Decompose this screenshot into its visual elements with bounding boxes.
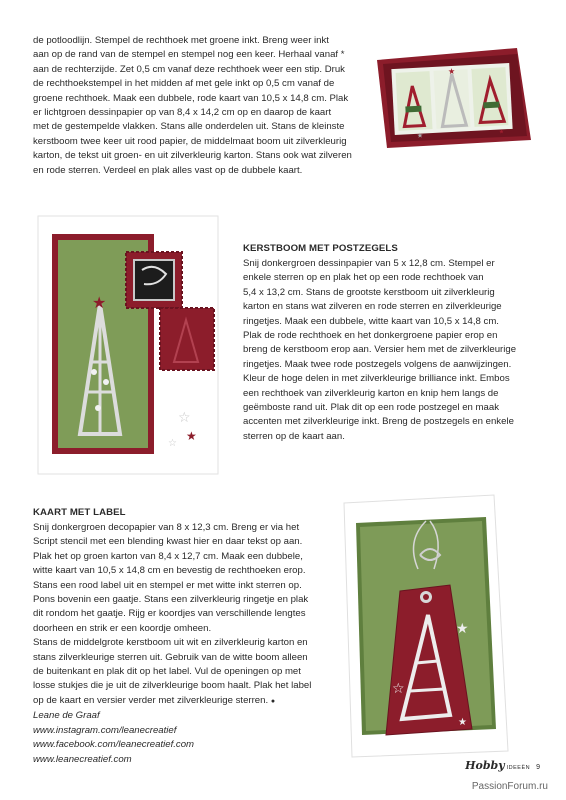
link-website[interactable]: www.leanecreatief.com xyxy=(33,753,132,765)
postzegels-line: ringetjes. Maak een dubbele, witte kaart van 10,5 x 14,8 cm. xyxy=(243,315,499,327)
postzegels-line: enkele sterren op en plak het op een rode rechthoek van xyxy=(243,272,484,284)
intro-line: kerstboom twee keer uit rood papier, de middelmaat boom uit zilverkleurig xyxy=(33,135,347,147)
label-line: Stans een rood label uit en stempel er met witte inkt sterren op. xyxy=(33,579,302,591)
intro-line: en rode sterren. Verdeel en plak alles vast op de dubbele kaart. xyxy=(33,164,303,176)
svg-text:★: ★ xyxy=(498,129,505,136)
card-photo-label xyxy=(338,493,514,763)
page-number: 9 xyxy=(536,764,540,771)
svg-text:★: ★ xyxy=(416,132,424,140)
intro-line: de potloodlijn. Stempel de rechthoek met groene inkt. Breng weer inkt xyxy=(33,35,329,46)
postzegels-line: geëmboste rand uit. Plak dit op een rode postzegel en maak xyxy=(243,402,499,414)
postzegels-line: Snij donkergroen dessinpapier van 5 x 12,8 cm. Stempel er xyxy=(243,258,495,269)
intro-line: de rechthoekstempel in het midden af met gele inkt op 0,5 cm vanaf de xyxy=(33,78,335,90)
label-line: dit rondom het gaatje. Rijg er koordjes van verschillende lengtes xyxy=(33,608,306,620)
postzegels-line: breng de kerstboom erop aan. Versier hem met de zilverkleurige xyxy=(243,344,517,356)
section-heading-label: KAART MET LABEL xyxy=(33,507,126,518)
svg-text:★: ★ xyxy=(447,66,456,77)
postzegels-line: accenten met zilverkleurige inkt. Breng de postzegels en enkele xyxy=(243,416,514,428)
intro-line: aan de rechterzijde. Zet 0,5 cm vanaf deze rechthoek weer een stip. Druk xyxy=(33,63,345,75)
card-photo-three-trees xyxy=(375,44,535,154)
link-instagram[interactable]: www.instagram.com/leanecreatief xyxy=(33,724,177,736)
label-line: Plak het op groen karton van 8,4 x 12,7 cm. Maak een dubbele, xyxy=(33,550,303,562)
svg-text:★: ★ xyxy=(186,429,197,443)
postzegels-line: Kleur de hoge delen in met zilverkleurige brilliance inkt. Embos xyxy=(243,373,510,385)
svg-text:☆: ☆ xyxy=(392,680,405,696)
section-heading-postzegels: KERSTBOOM MET POSTZEGELS xyxy=(243,243,398,254)
label-paragraph xyxy=(33,521,311,767)
intro-line: met de gestempelde vlakken. Stans alle onderdelen uit. Stans de kleinste xyxy=(33,121,345,133)
link-facebook[interactable]: www.facebook.com/leanecreatief.com xyxy=(33,739,195,751)
label-line: Pons bovenin een gaatje. Stans een zilverkleurig ringetje en plak xyxy=(33,594,309,606)
postzegels-line: Plak de rode rechthoek en het donkergroene papier erop en xyxy=(243,330,498,342)
footer-brand xyxy=(465,759,540,772)
svg-text:★: ★ xyxy=(92,295,107,312)
intro-paragraph xyxy=(33,34,352,178)
svg-text:☆: ☆ xyxy=(168,438,177,449)
svg-text:★: ★ xyxy=(456,620,469,636)
end-mark: ● xyxy=(270,697,276,705)
label-line: witte kaart van 10,5 x 14,8 cm en bevestig de rechthoeken erop. xyxy=(33,565,306,577)
postzegels-line: karton en stans wat zilveren en rode sterren en zilverkleurige xyxy=(243,301,502,313)
intro-line: er lichtgroen dessinpapier op van 8,4 x 14,2 cm op en daarop de kaart xyxy=(33,107,332,119)
watermark: PassionForum.ru xyxy=(471,781,548,792)
postzegels-line: sterren op de kaart aan. xyxy=(243,430,345,442)
intro-line: aan op de rand van de stempel en stempel nog een keer. Herhaal vanaf * xyxy=(33,49,345,61)
label-last-line xyxy=(33,694,311,709)
brand-logo-small: IDEEËN xyxy=(506,765,531,771)
brand-logo-script: Hobby xyxy=(465,759,505,772)
svg-text:★: ★ xyxy=(458,717,467,728)
intro-line: groene rechthoek. Maak een dubbele, rode kaart van 10,5 x 14,8 cm. Plak xyxy=(33,92,349,104)
postzegels-paragraph xyxy=(243,257,516,444)
postzegels-line: 5,4 x 13,2 cm. Stans de grootste kerstboom uit zilverkleurig xyxy=(243,286,495,298)
label-line: de buitenkant en plak dit op het label. Vul de openingen op met xyxy=(33,666,301,678)
label-line: Script stencil met een blending kwast hier en daar tekst op aan. xyxy=(33,536,303,548)
label-line: Stans de middelgrote kerstboom uit wit en zilverkleurig karton en xyxy=(33,637,308,649)
svg-text:☆: ☆ xyxy=(178,409,191,425)
label-line: stans zilverkleurige sterren uit. Gebruik van de witte boom alleen xyxy=(33,651,308,663)
label-line: Snij donkergroen decopapier van 8 x 12,3 cm. Breng er via het xyxy=(33,522,300,533)
intro-line: karton, de tekst uit groen- en uit zilverkleurig karton. Stans ook wat zilveren xyxy=(33,150,352,162)
postzegels-line: ringetjes. Maak twee rode postzegels volgens de aanwijzingen. xyxy=(243,358,512,370)
label-line: op de kaart en versier verder met zilverkleurige sterren. xyxy=(33,694,269,706)
author-name: Leane de Graaf xyxy=(33,710,100,722)
label-line: losse stukjes die je uit de zilverkleurige boom haalt. Plak het label xyxy=(33,680,312,692)
postzegels-line: een rechthoek van zilverkleurig karton en knip hem langs de xyxy=(243,387,499,399)
card-photo-stamps xyxy=(34,212,224,480)
label-line: doorheen en strik er een koordje omheen. xyxy=(33,622,212,634)
